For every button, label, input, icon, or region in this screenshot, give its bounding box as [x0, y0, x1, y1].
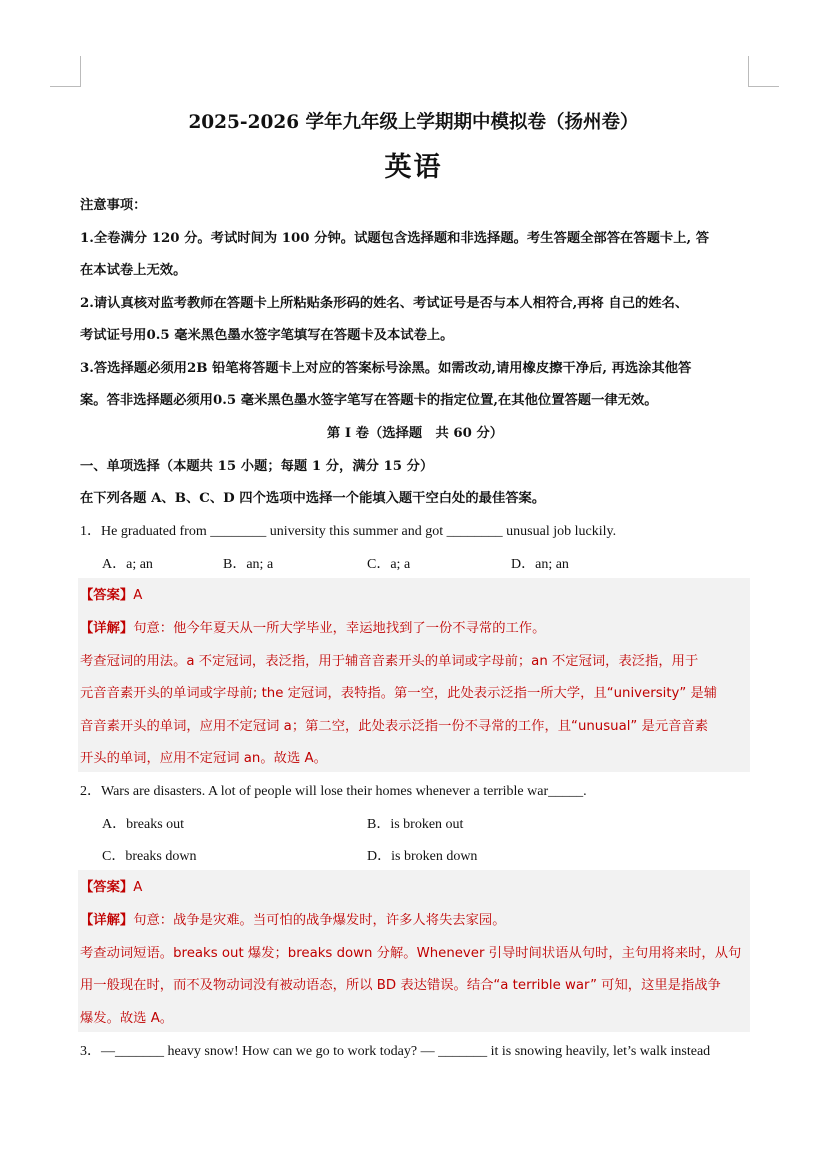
option-b: B．an; a — [223, 557, 274, 572]
section-instruction: 在下列各题 A、B、C、D 四个选项中选择一个能填入题干空白处的最佳答案。 — [80, 491, 546, 506]
explanation-line: 元音音素开头的单词或字母前; the 定冠词，表特指。第一空，此处表示泛指一所大学，且“university” 是辅 — [80, 686, 718, 701]
section-heading: 一、单项选择（本题共 15 小题；每题 1 分，满分 15 分） — [80, 459, 434, 474]
notes-line: 考试证号用0.5 毫米黑色墨水签字笔填写在答题卡及本试卷上。 — [80, 328, 454, 343]
explanation-line: 考查冠词的用法。a 不定冠词，表泛指，用于辅音音素开头的单词或字母前；an 不定冠词，表泛指，用于 — [80, 654, 699, 669]
notes-line: 1.全卷满分 120 分。考试时间为 100 分钟。试题包含选择题和非选择题。考生答题全部答在答题卡上, 答 — [80, 231, 710, 246]
answer-line — [80, 584, 750, 603]
explanation-line: 开头的单词，应用不定冠词 an。故选 A。 — [80, 751, 327, 766]
option-d: D．an; an — [511, 557, 569, 572]
header-corner-mark-right — [748, 56, 779, 87]
header-corner-mark-left — [50, 56, 81, 87]
notes-line: 3.答选择题必须用2B 铅笔将答题卡上对应的答案标号涂黑。如需改动,请用橡皮擦干净后, 再选涂其他答 — [80, 361, 692, 376]
option-a: A．breaks out — [102, 817, 185, 832]
explanation-line: 爆发。故选 A。 — [80, 1011, 174, 1026]
explanation-line: 用一般现在时，而不及物动词没有被动语态，所以 BD 表达错误。结合“a terrible war” 可知，这里是指战争 — [80, 978, 721, 993]
answer-box — [78, 578, 750, 772]
option-c: C．breaks down — [102, 849, 197, 864]
subject-title: 英语 — [384, 152, 443, 183]
detail-line — [80, 909, 750, 928]
answer-label: 【答案】 — [80, 588, 134, 603]
question-stem: 3．—_______ heavy snow! How can we go to work today? — _______ it is snowing heavily, let’s walk instead — [80, 1044, 711, 1059]
answer-value: A — [133, 588, 143, 603]
explanation-line: 考查动词短语。breaks out 爆发；breaks down 分解。Whenever 引导时间状语从句时，主句用将来时，从句 — [80, 946, 742, 961]
detail-line — [80, 617, 750, 636]
exam-title: 2025-2026 学年九年级上学期期中模拟卷（扬州卷） — [188, 112, 639, 133]
option-b: B．is broken out — [367, 817, 464, 832]
question-stem: 1．He graduated from ________ university this summer and got ________ unusual job luckily. — [80, 524, 617, 539]
notes-heading: 注意事项： — [80, 198, 147, 213]
answer-line — [80, 876, 750, 895]
notes-line: 案。答非选择题必须用0.5 毫米黑色墨水签字笔写在答题卡的指定位置,在其他位置答题一律无效。 — [80, 393, 658, 408]
part-title: 第 I 卷（选择题 共 60 分） — [326, 426, 504, 441]
explanation-line: 音音素开头的单词，应用不定冠词 a；第二空，此处表示泛指一份不寻常的工作，且“unusual” 是元音音素 — [80, 719, 709, 734]
option-a: A．a; an — [102, 557, 153, 572]
detail-meaning: 句意：战争是灾难。当可怕的战争爆发时，许多人将失去家园。 — [133, 913, 506, 928]
question-stem: 2．Wars are disasters. A lot of people will lose their homes whenever a terrible war_____. — [80, 784, 587, 799]
notes-line: 在本试卷上无效。 — [80, 263, 187, 278]
detail-label: 【详解】 — [80, 913, 134, 928]
detail-meaning: 句意：他今年夏天从一所大学毕业，幸运地找到了一份不寻常的工作。 — [133, 621, 546, 636]
option-d: D．is broken down — [367, 849, 478, 864]
notes-line: 2.请认真核对监考教师在答题卡上所粘贴条形码的姓名、考试证号是否与本人相符合,再将 自己的姓名、 — [80, 296, 689, 311]
answer-value: A — [133, 880, 143, 895]
answer-label: 【答案】 — [80, 880, 134, 895]
option-c: C．a; a — [367, 557, 411, 572]
detail-label: 【详解】 — [80, 621, 134, 636]
